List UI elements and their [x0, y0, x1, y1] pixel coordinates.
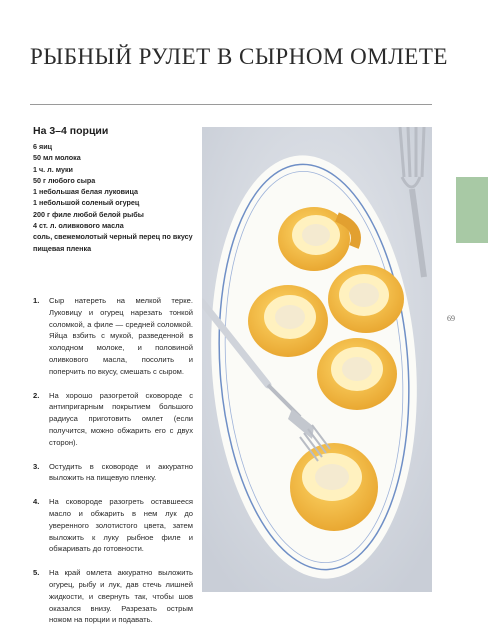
- servings-heading: На 3–4 порции: [33, 125, 109, 137]
- ingredient-item: 200 г филе любой белой рыбы: [33, 209, 144, 219]
- instruction-steps: [33, 295, 193, 638]
- step-item: [33, 390, 193, 449]
- ingredient-item: пищевая пленка: [33, 243, 92, 253]
- step-item: [33, 295, 193, 378]
- roll-3: [248, 285, 328, 357]
- step-text: Остудить в сковороде и аккуратно выложить на пищевую пленку.: [49, 461, 193, 483]
- roll-2: [328, 265, 404, 333]
- ingredient-item: 1 ч. л. муки: [33, 164, 73, 174]
- step-number: 4.: [33, 497, 40, 507]
- ingredient-item: 50 г любого сыра: [33, 175, 96, 185]
- step-number: 3.: [33, 461, 40, 471]
- recipe-title: РЫБНЫЙ РУЛЕТ В СЫРНОМ ОМЛЕТЕ: [30, 44, 448, 69]
- roll-5: [290, 443, 378, 531]
- title-divider: [30, 104, 432, 105]
- roll-4: [317, 338, 397, 410]
- step-text: На край омлета аккуратно выложить огурец, рыбу и лук, дав стечь лишней жидкости, и свернуть так, чтобы шов оказался внизу. Разрезать острым ножом на порции и подавать.: [49, 568, 193, 625]
- food-illustration: [202, 127, 432, 592]
- step-text: На сковороде разогреть оставшееся масло и обжарить в нем лук до уверенного золотистого цвета, затем выложить к луку рыбное филе и обжаривать до готовности.: [49, 497, 193, 554]
- step-text: На хорошо разогретой сковороде с антипригарным покрытием большого радиуса приготовить омлет (если получится, можно обжарить его с двух сторон).: [49, 390, 193, 447]
- step-number: 5.: [33, 568, 40, 578]
- step-number: 1.: [33, 296, 40, 305]
- step-item: [33, 461, 193, 485]
- ingredient-list: [33, 141, 193, 254]
- step-text: Сыр натереть на мелкой терке. Луковицу и огурец нарезать тонкой соломкой, а филе — средней соломкой. Яйца взбить с мукой, разведенной в холодном молоке, и половиной оливкового масла, посолить и поперчить по вкусу, смешать с сыром.: [49, 296, 193, 376]
- ingredient-item: 1 небольшой соленый огурец: [33, 198, 140, 208]
- ingredient-item: 4 ст. л. оливкового масла: [33, 221, 124, 231]
- ingredient-item: 50 мл молока: [33, 153, 81, 163]
- step-item: [33, 567, 193, 626]
- ingredient-item: соль, свежемолотый черный перец по вкусу: [33, 232, 193, 242]
- step-number: 2.: [33, 390, 40, 400]
- page-number: 69: [447, 314, 455, 323]
- ingredient-item: 1 небольшая белая луковица: [33, 187, 138, 197]
- ingredient-item: 6 яиц: [33, 142, 53, 151]
- step-item: [33, 496, 193, 555]
- recipe-photo: [202, 127, 432, 592]
- section-color-tab: [456, 177, 488, 243]
